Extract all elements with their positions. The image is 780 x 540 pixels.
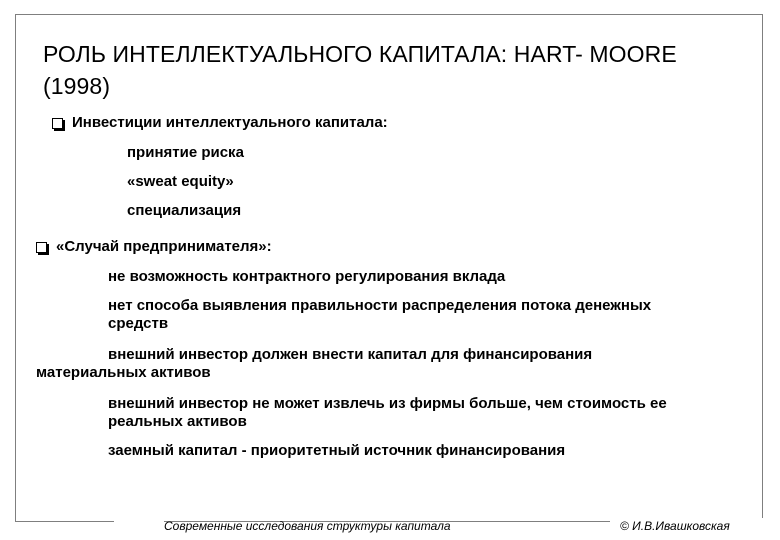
entrepreneur-item-cashflow: нет способа выявления правильности распределения потока денежных средств — [108, 297, 652, 332]
investment-item-specialization: специализация — [127, 202, 242, 219]
investment-item-risk: принятие риска — [127, 144, 244, 161]
footer-right-line — [504, 521, 610, 522]
section-investment-heading-text: Инвестиции интеллектуального капитала: — [72, 114, 388, 131]
section-entrepreneur-heading-text: «Случай предпринимателя»: — [56, 238, 272, 255]
section-entrepreneur-heading — [36, 238, 272, 256]
entrepreneur-item-contract: не возможность контрактного регулирования вклада — [108, 268, 506, 285]
square-bullet-icon — [52, 118, 63, 129]
square-bullet-icon — [36, 242, 47, 253]
footer-gap-left — [114, 518, 164, 526]
section-investment-heading — [52, 114, 388, 132]
footer-author: © И.В.Ивашковская — [620, 519, 730, 533]
footer-course-title: Современные исследования структуры капитала — [164, 519, 451, 533]
slide-title: РОЛЬ ИНТЕЛЛЕКТУАЛЬНОГО КАПИТАЛА: HART- MOORE (1998) — [43, 41, 677, 99]
entrepreneur-item-tangible-assets: материальных активов — [36, 364, 211, 381]
entrepreneur-item-external-investor-capital: внешний инвестор должен внести капитал для финансирования — [108, 346, 593, 363]
entrepreneur-item-debt-priority: заемный капитал - приоритетный источник финансирования — [108, 442, 566, 459]
investment-item-sweat-equity: «sweat equity» — [127, 173, 234, 190]
footer-left-line — [15, 521, 114, 522]
entrepreneur-item-asset-value: внешний инвестор не может извлечь из фирмы больше, чем стоимость ее реальных активов — [108, 395, 667, 430]
